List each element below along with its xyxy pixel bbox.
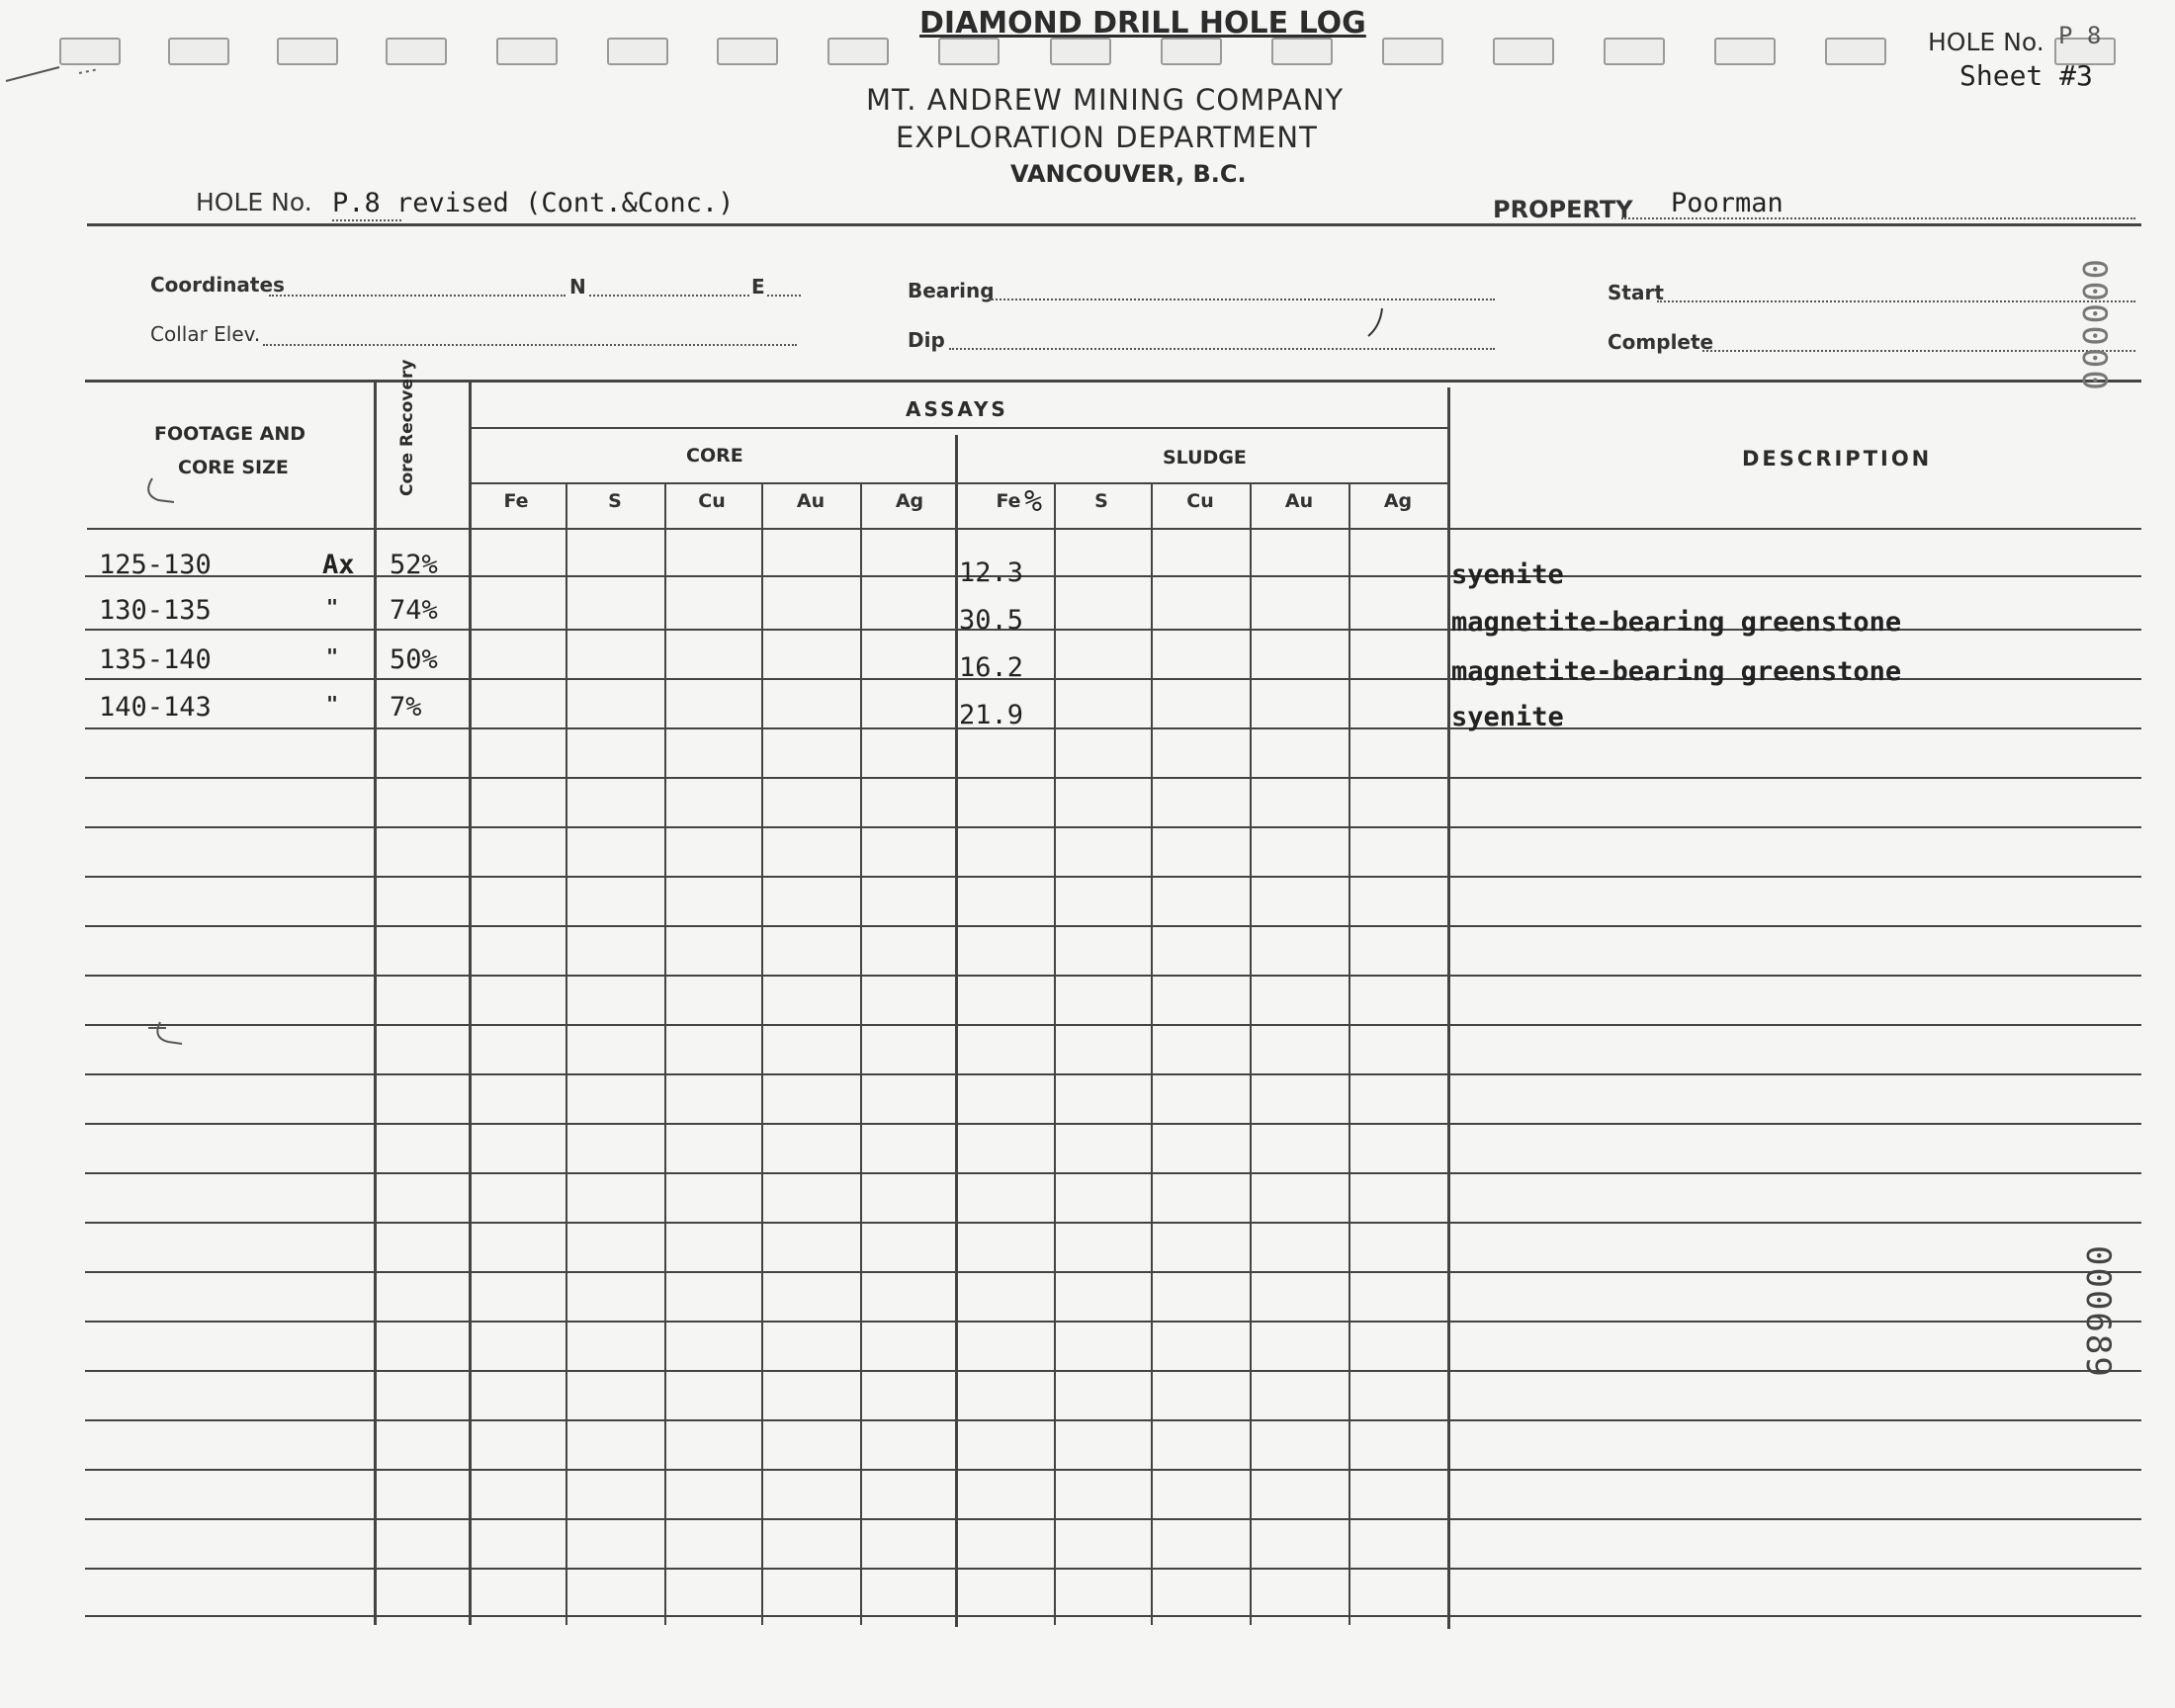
sludge-ag-header: Ag: [1383, 490, 1413, 512]
pencil-mark: [138, 474, 188, 514]
row-description: syenite: [1451, 559, 1564, 590]
assay-divider: [761, 484, 763, 1625]
assay-divider: [664, 484, 666, 1625]
sludge-header: SLUDGE: [1163, 447, 1247, 469]
dip-label: Dip: [908, 328, 945, 352]
row-sludge-fe: 21.9: [959, 700, 1024, 730]
city-name: VANCOUVER, B.C.: [1010, 160, 1247, 188]
core-ag-header: Ag: [895, 490, 924, 512]
property-value: Poorman: [1671, 188, 1784, 218]
row-rule: [85, 1024, 2141, 1026]
row-footage: 130-135: [99, 595, 212, 626]
stamp-number-bottom: 000689: [2078, 1245, 2118, 1379]
corner-hole-label: HOLE No.: [1928, 28, 2044, 56]
hole-label: HOLE No.: [196, 188, 312, 216]
sludge-au-header: Au: [1284, 490, 1314, 512]
divider-core-sludge: [955, 435, 958, 1627]
divider-description: [1447, 387, 1450, 1629]
collar-elev-label: Collar Elev.: [150, 322, 261, 346]
core-fe-header: Fe: [503, 490, 529, 512]
row-recovery: 50%: [390, 644, 438, 675]
row-core-size: ": [326, 692, 339, 716]
assay-divider: [566, 484, 567, 1625]
row-description: syenite: [1451, 702, 1564, 732]
assay-divider: [1250, 484, 1252, 1625]
row-description: magnetite-bearing greenstone: [1451, 656, 1902, 687]
perforation-tab: [277, 38, 338, 65]
perforation-tab: [607, 38, 668, 65]
perforation-tab: [1604, 38, 1665, 65]
divider-recovery: [469, 380, 472, 1625]
divider-footage: [374, 380, 377, 1625]
sludge-fe-header: Fe: [996, 490, 1021, 512]
row-rule: [85, 826, 2141, 828]
row-footage: 125-130: [99, 550, 212, 580]
stamp-number-top: 000000: [2074, 259, 2114, 392]
header-bottom-rule: [87, 528, 2141, 530]
row-recovery: 52%: [390, 550, 438, 580]
sheet-number: Sheet #3: [1959, 59, 2093, 92]
assay-divider: [1151, 484, 1153, 1625]
perforation-tab: [1050, 38, 1111, 65]
row-rule: [85, 1615, 2141, 1617]
row-rule: [85, 1172, 2141, 1174]
core-sludge-rule: [471, 482, 1447, 484]
assay-divider: [1348, 484, 1350, 1625]
assays-rule: [471, 427, 1447, 429]
description-header: DESCRIPTION: [1742, 447, 1933, 470]
n-label: N: [569, 275, 586, 299]
row-rule: [85, 1419, 2141, 1421]
perforation-tab: [168, 38, 229, 65]
row-rule: [85, 1271, 2141, 1273]
property-label: PROPERTY: [1493, 196, 1633, 223]
row-core-size: ": [326, 595, 339, 619]
perforation-tab: [1493, 38, 1554, 65]
core-recovery-header: Core Recovery: [397, 359, 417, 496]
perforation-tab: [1382, 38, 1443, 65]
perforation-tab: [1161, 38, 1222, 65]
start-label: Start: [1608, 281, 1664, 304]
perforation-tab: [386, 38, 447, 65]
row-rule: [85, 925, 2141, 927]
department-name: EXPLORATION DEPARTMENT: [896, 121, 1318, 154]
footage-header: FOOTAGE AND: [154, 423, 306, 445]
sludge-s-header: S: [1094, 490, 1108, 512]
pen-mark: [0, 49, 109, 89]
perforation-tab: [1714, 38, 1776, 65]
row-rule: [85, 1568, 2141, 1570]
log-title: DIAMOND DRILL HOLE LOG: [919, 6, 1366, 41]
assay-divider: [860, 484, 862, 1625]
assay-divider: [1054, 484, 1056, 1625]
row-footage: 140-143: [99, 692, 212, 723]
row-rule: [85, 876, 2141, 878]
coordinates-label: Coordinates: [150, 273, 285, 297]
perforation-tab: [1271, 38, 1333, 65]
assays-header: ASSAYS: [906, 397, 1008, 421]
row-recovery: 74%: [390, 595, 438, 626]
e-label: E: [751, 275, 765, 299]
core-size-header: CORE SIZE: [178, 457, 289, 478]
row-footage: 135-140: [99, 644, 212, 675]
bearing-label: Bearing: [908, 279, 995, 302]
row-core-size: Ax: [322, 550, 355, 580]
row-rule: [85, 1073, 2141, 1075]
sludge-cu-header: Cu: [1186, 490, 1214, 512]
perforation-tab: [827, 38, 889, 65]
core-au-header: Au: [796, 490, 826, 512]
hole-value: P.8 revised (Cont.&Conc.): [332, 188, 735, 218]
perforation-tab: [938, 38, 1000, 65]
sludge-fe-percent: %: [1024, 484, 1043, 519]
row-rule: [85, 1123, 2141, 1125]
core-cu-header: Cu: [698, 490, 726, 512]
row-rule: [85, 777, 2141, 779]
row-description: magnetite-bearing greenstone: [1451, 607, 1902, 638]
row-recovery: 7%: [390, 692, 422, 723]
row-sludge-fe: 12.3: [959, 557, 1024, 588]
pen-tick-mark: [1362, 304, 1392, 340]
core-header: CORE: [686, 445, 743, 467]
perforation-tab: [496, 38, 558, 65]
pencil-mark: [138, 1018, 198, 1058]
row-sludge-fe: 16.2: [959, 652, 1024, 683]
perforation-tab: [717, 38, 778, 65]
row-rule: [85, 1469, 2141, 1471]
row-rule: [85, 1518, 2141, 1520]
header-rule: [87, 223, 2141, 226]
company-name: MT. ANDREW MINING COMPANY: [866, 83, 1345, 117]
row-rule: [85, 1321, 2141, 1323]
corner-hole-value: P 8: [2058, 22, 2102, 49]
table-top-rule: [85, 380, 2141, 383]
row-rule: [85, 1370, 2141, 1372]
row-rule: [85, 1222, 2141, 1224]
complete-label: Complete: [1608, 330, 1714, 354]
core-s-header: S: [608, 490, 622, 512]
row-rule: [85, 727, 2141, 729]
row-core-size: ": [326, 644, 339, 668]
row-rule: [85, 975, 2141, 977]
row-sludge-fe: 30.5: [959, 605, 1024, 636]
perforation-tab: [1825, 38, 1886, 65]
